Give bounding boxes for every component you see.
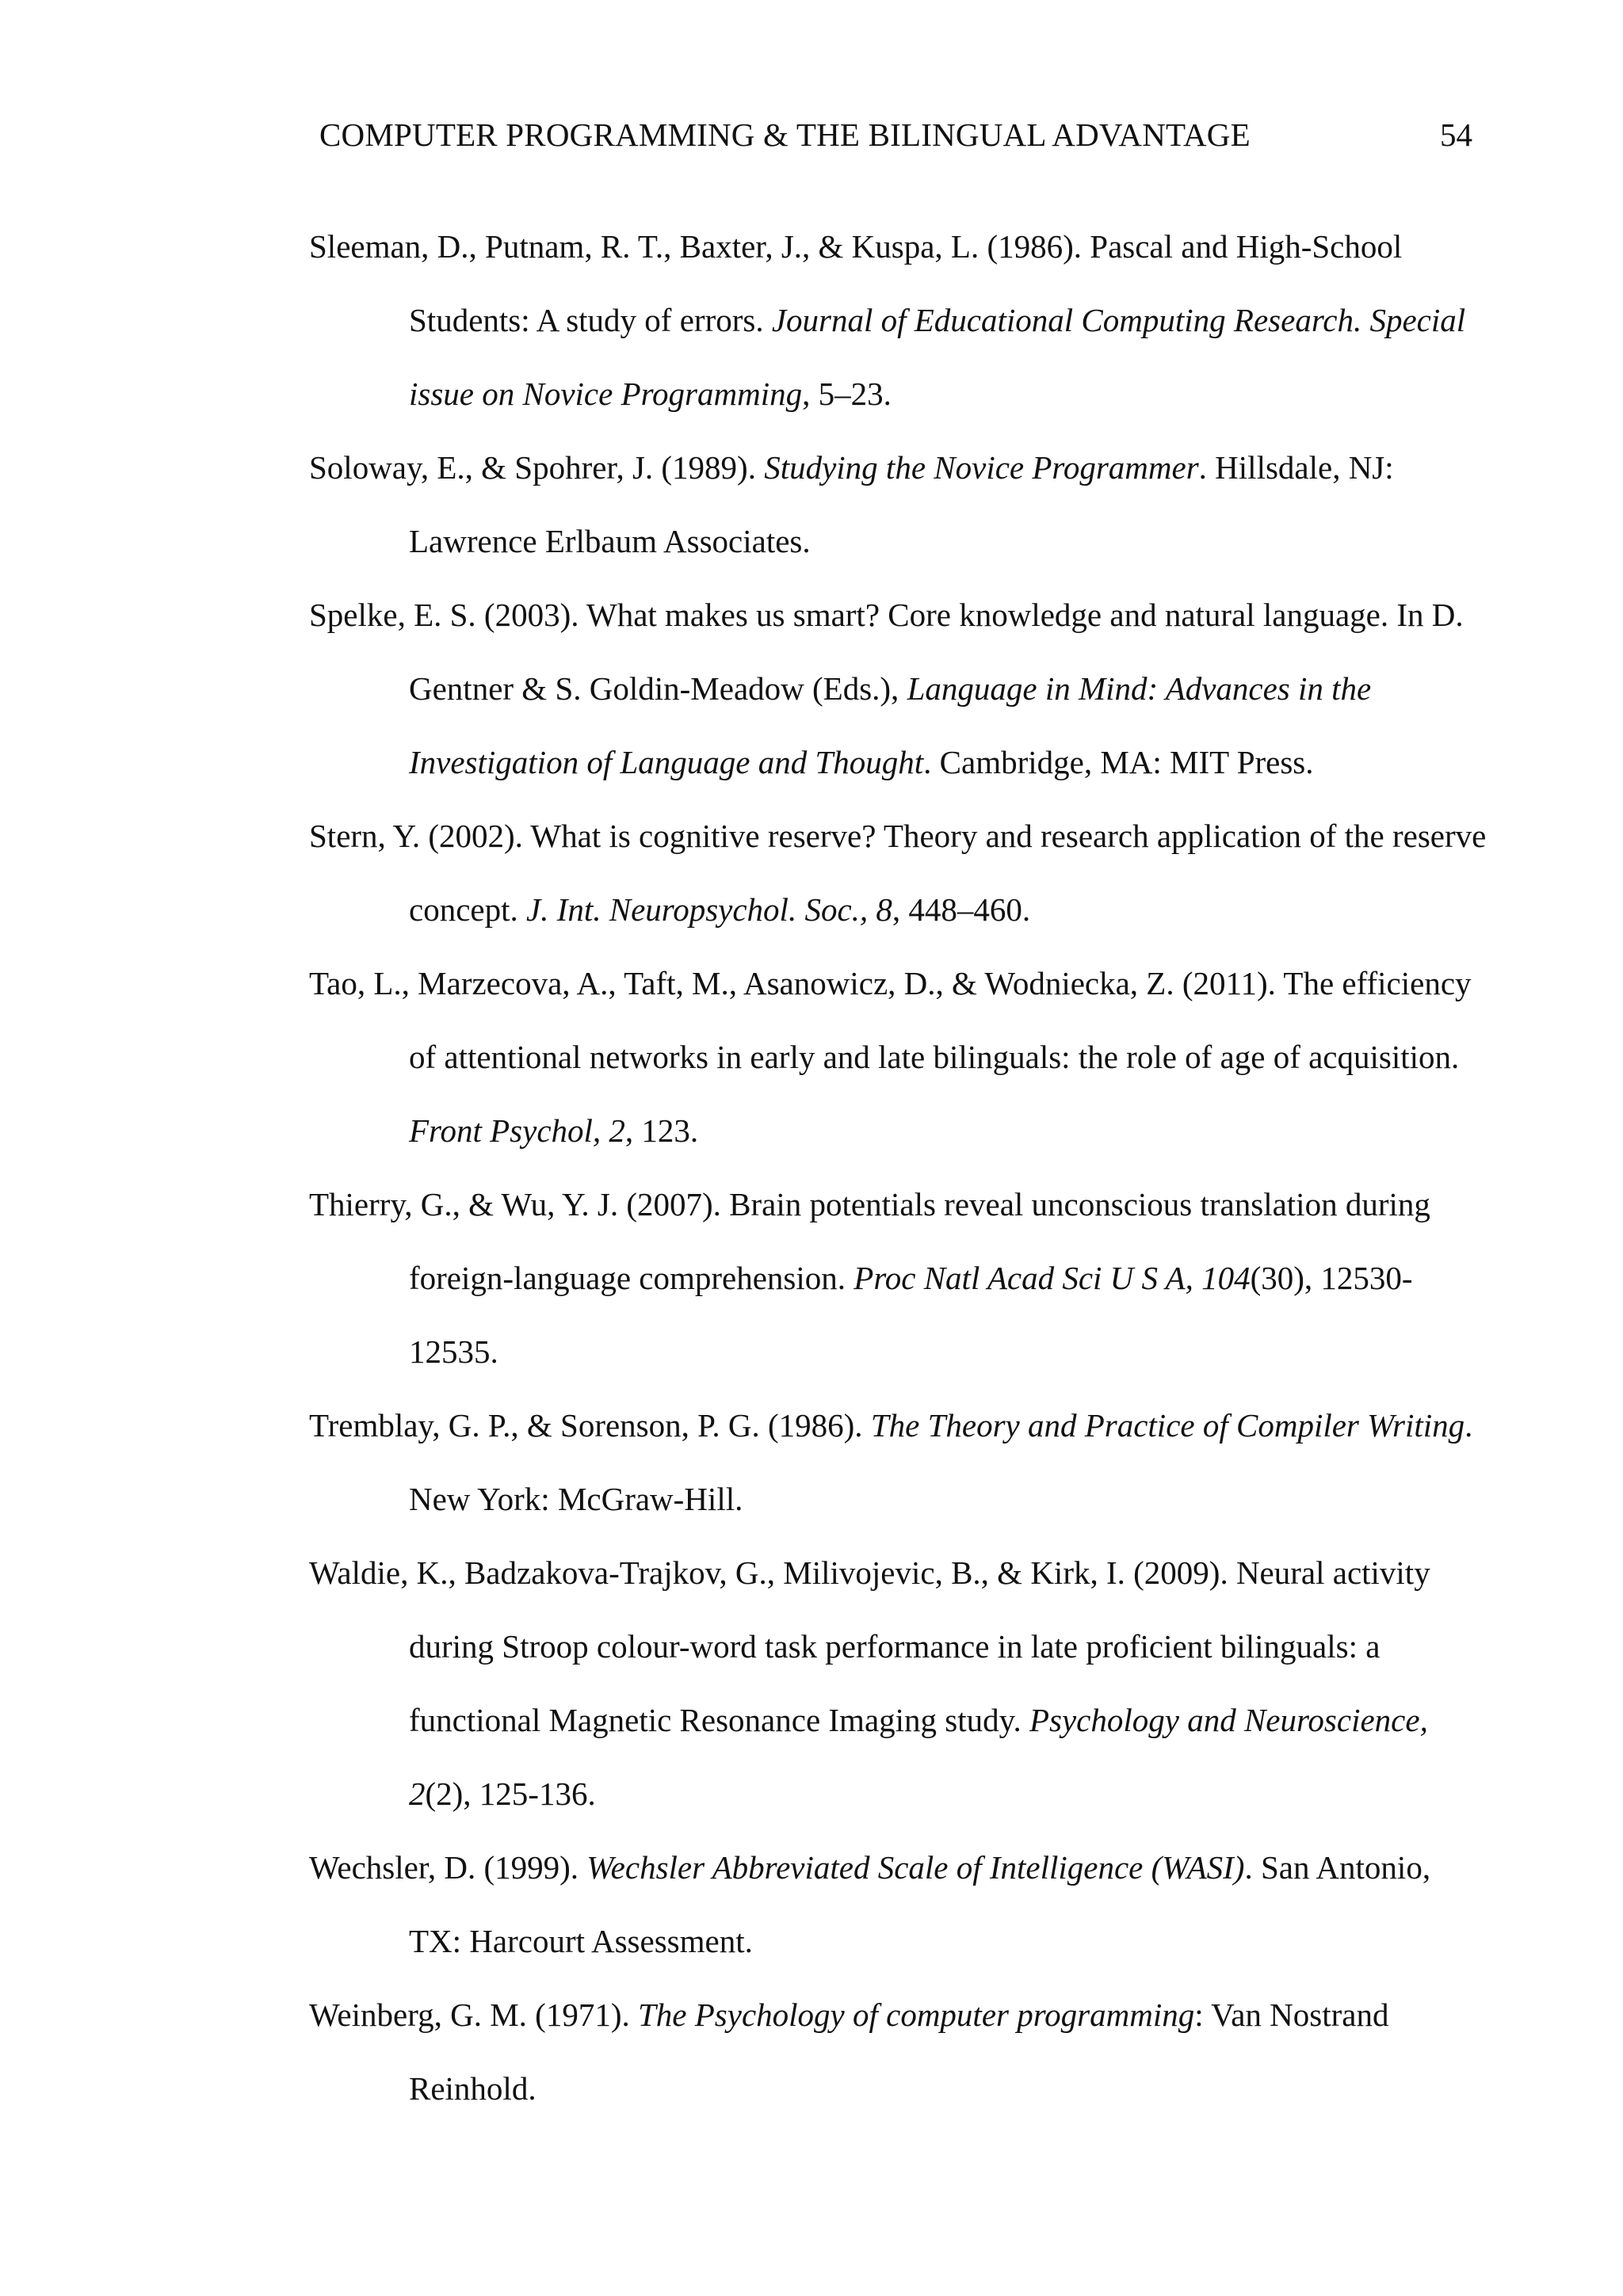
reference-text: Waldie, K., Badzakova-Trajkov, G., Milivojevic, B., & Kirk, I. (2009). Neural activity during Stroop colour-word task performance in late proficient bilinguals: a functional Magnetic Resonance Imaging study.: [309, 1554, 1430, 1738]
reference-text: , 448–460.: [892, 891, 1031, 928]
reference-text: . Hillsdale, NJ: Lawrence Erlbaum Associates.: [409, 449, 1394, 559]
reference-source-italic: Wechsler Abbreviated Scale of Intelligence (WASI): [586, 1849, 1245, 1886]
reference-spelke-2003: [309, 578, 1490, 799]
reference-text: Soloway, E., & Spohrer, J. (1989).: [309, 449, 765, 486]
reference-text: Spelke, E. S. (2003). What makes us smart? Core knowledge and natural language. In D. Gentner & S. Goldin-Meadow (Eds.),: [309, 597, 1464, 707]
reference-source-italic: The Theory and Practice of Compiler Writing: [870, 1407, 1465, 1444]
reference-sleeman-1986: [309, 210, 1490, 431]
page-number: 54: [1440, 116, 1472, 153]
reference-text: Thierry, G., & Wu, Y. J. (2007). Brain potentials reveal unconscious translation during foreign-language comprehension.: [309, 1186, 1430, 1296]
reference-source-italic: Front Psychol, 2: [409, 1112, 625, 1149]
reference-tao-2011: [309, 947, 1490, 1168]
reference-text: : Van Nostrand Reinhold.: [409, 1997, 1389, 2107]
reference-text: Tao, L., Marzecova, A., Taft, M., Asanowicz, D., & Wodniecka, Z. (2011). The efficiency of attentional networks in early and late bilinguals: the role of age of acquisition.: [309, 965, 1472, 1075]
reference-text: Stern, Y. (2002). What is cognitive reserve? Theory and research application of the reserve concept.: [309, 818, 1487, 928]
reference-soloway-1989: [309, 431, 1490, 578]
reference-text: (2), 125-136.: [425, 1775, 596, 1812]
reference-thierry-2007: [309, 1168, 1490, 1389]
reference-text: Tremblay, G. P., & Sorenson, P. G. (1986).: [309, 1407, 871, 1444]
reference-waldie-2009: [309, 1536, 1490, 1831]
reference-text: Weinberg, G. M. (1971).: [309, 1997, 638, 2033]
running-head: COMPUTER PROGRAMMING & THE BILINGUAL ADVANTAGE: [319, 116, 1251, 153]
reference-tremblay-1986: [309, 1389, 1490, 1536]
reference-text: , 123.: [624, 1112, 699, 1149]
reference-text: Sleeman, D., Putnam, R. T., Baxter, J., & Kuspa, L. (1986). Pascal and High-School Students: A study of errors.: [309, 228, 1403, 338]
reference-source-italic: Journal of Educational Computing Research. Special issue on Novice Programming: [409, 302, 1466, 412]
reference-source-italic: Studying the Novice Programmer: [764, 449, 1199, 486]
reference-source-italic: Proc Natl Acad Sci U S A, 104: [854, 1260, 1251, 1296]
reference-text: . Cambridge, MA: MIT Press.: [923, 744, 1314, 780]
reference-wechsler-1999: [309, 1831, 1490, 1978]
reference-source-italic: Language in Mind: Advances in the Investigation of Language and Thought: [409, 670, 1372, 780]
reference-text: Wechsler, D. (1999).: [309, 1849, 587, 1886]
reference-source-italic: Psychology and Neuroscience, 2: [409, 1702, 1428, 1812]
reference-stern-2002: [309, 799, 1490, 947]
reference-text: , 5–23.: [802, 376, 892, 412]
reference-text: (30), 12530-12535.: [409, 1260, 1413, 1370]
reference-list: [309, 210, 1490, 2126]
reference-source-italic: The Psychology of computer programming: [638, 1997, 1195, 2033]
reference-text: . New York: McGraw-Hill.: [409, 1407, 1473, 1517]
reference-weinberg-1971: [309, 1978, 1490, 2126]
reference-source-italic: J. Int. Neuropsychol. Soc., 8: [525, 891, 892, 928]
reference-text: . San Antonio, TX: Harcourt Assessment.: [409, 1849, 1431, 1959]
